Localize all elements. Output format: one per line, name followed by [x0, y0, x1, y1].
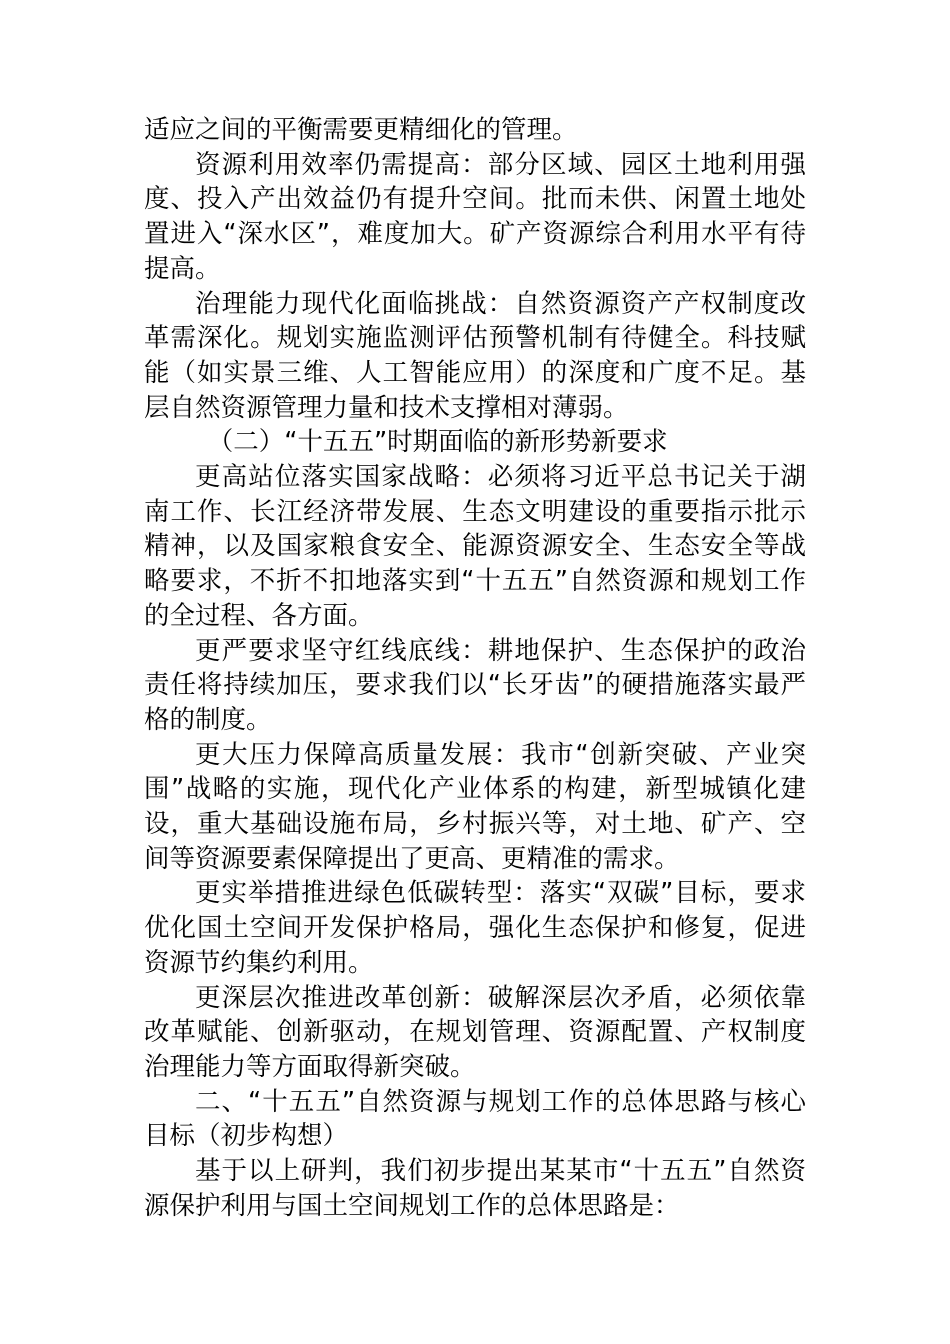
paragraph-continuation: 适应之间的平衡需要更精细化的管理。 — [144, 115, 578, 145]
paragraph-overall-approach: 基于以上研判，我们初步提出某某市“十五五”自然资源保护利用与国土空间规划工作的总体思路是： — [144, 1156, 806, 1221]
paragraph-high-quality-development: 更大压力保障高质量发展：我市“创新突破、产业突围”战略的实施，现代化产业体系的构建，新型城镇化建设，重大基础设施布局，乡村振兴等，对土地、矿产、空间等资源要素保障提出了更高、更精准的需求。 — [144, 739, 806, 874]
paragraph-reform-innovation: 更深层次推进改革创新：破解深层次矛盾，必须依靠改革赋能、创新驱动，在规划管理、资源配置、产权制度治理能力等方面取得新突破。 — [144, 982, 806, 1082]
paragraph-red-lines: 更严要求坚守红线底线：耕地保护、生态保护的政治责任将持续加压，要求我们以“长牙齿”的硬措施落实最严格的制度。 — [144, 635, 806, 735]
paragraph-governance-capacity: 治理能力现代化面临挑战：自然资源资产产权制度改革需深化。规划实施监测评估预警机制有待健全。科技赋能（如实景三维、人工智能应用）的深度和广度不足。基层自然资源管理力量和技术支撑相对薄弱。 — [144, 288, 806, 423]
paragraph-resource-efficiency: 资源利用效率仍需提高：部分区域、园区土地利用强度、投入产出效益仍有提升空间。批而未供、闲置土地处置进入“深水区”，难度加大。矿产资源综合利用水平有待提高。 — [144, 149, 806, 284]
section-heading-new-situation: （二）“十五五”时期面临的新形势新要求 — [207, 427, 668, 458]
section-heading-overall-approach: 二、“十五五”自然资源与规划工作的总体思路与核心目标（初步构想） — [144, 1086, 806, 1152]
paragraph-green-transition: 更实举措推进绿色低碳转型：落实“双碳”目标，要求优化国土空间开发保护格局，强化生态保护和修复，促进资源节约集约利用。 — [144, 878, 806, 978]
paragraph-national-strategy: 更高站位落实国家战略：必须将习近平总书记关于湖南工作、长江经济带发展、生态文明建设的重要指示批示精神，以及国家粮食安全、能源资源安全、生态安全等战略要求，不折不扣地落实到“十五五”自然资源和规划工作的全过程、各方面。 — [144, 462, 806, 631]
